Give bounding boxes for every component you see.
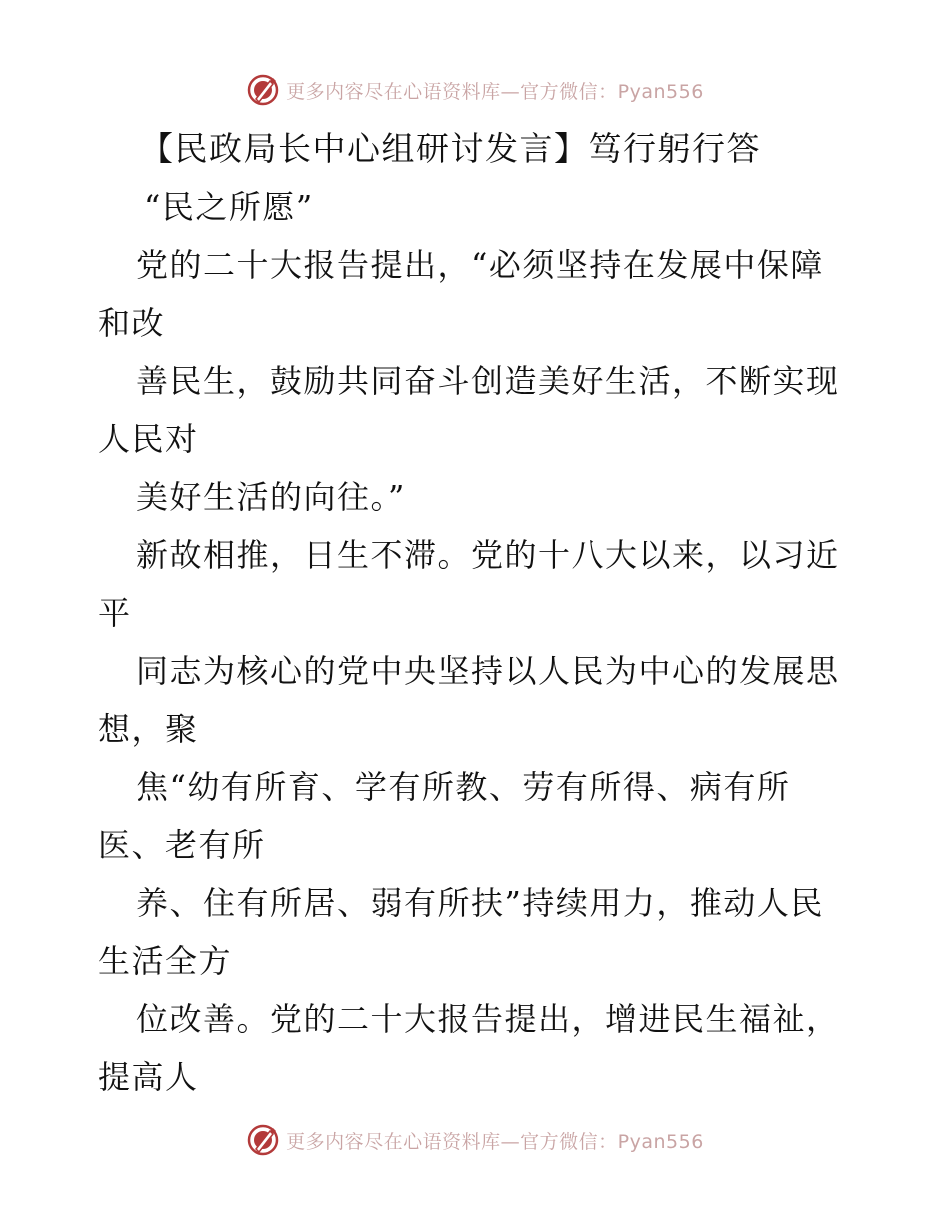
brush-pen-icon [246,73,280,107]
document-subtitle: “民之所愿” [144,188,314,226]
brush-pen-icon [246,1123,280,1157]
watermark-text: 更多内容尽在心语资料库—官方微信：Pyan556 [286,1130,704,1153]
watermark-banner-bottom [0,1120,950,1160]
text-line: 善民生，鼓励共同奋斗创造美好生活，不断实现 [136,362,840,400]
text-line: 人民对 [98,420,199,458]
text-line: 焦“幼有所育、学有所教、劳有所得、病有所 [136,768,791,806]
watermark-handle: Pyan556 [617,1130,704,1153]
text-line: 生活全方 [98,942,233,980]
text-line: 养、住有所居、弱有所扶”持续用力，推动人民 [136,884,824,922]
document-title: 【民政局长中心组研讨发言】笃行躬行答 [140,129,761,168]
text-line: 想，聚 [98,710,199,748]
text-line: 和改 [98,304,166,342]
document-body [98,120,858,1106]
watermark-text: 更多内容尽在心语资料库—官方微信：Pyan556 [286,80,704,103]
text-line: 新故相推，日生不滞。党的十八大以来，以习近 [136,536,840,574]
text-line: 提高人 [98,1058,199,1096]
text-line: 医、老有所 [98,826,266,864]
text-line: 位改善。党的二十大报告提出，增进民生福祉， [136,1000,840,1038]
text-line: 美好生活的向往。” [136,478,406,516]
watermark-banner-top [0,70,950,110]
watermark-handle: Pyan556 [617,80,704,103]
text-line: 平 [98,594,132,632]
text-line: 党的二十大报告提出，“必须坚持在发展中保障 [136,246,824,284]
text-line: 同志为核心的党中央坚持以人民为中心的发展思 [136,652,840,690]
